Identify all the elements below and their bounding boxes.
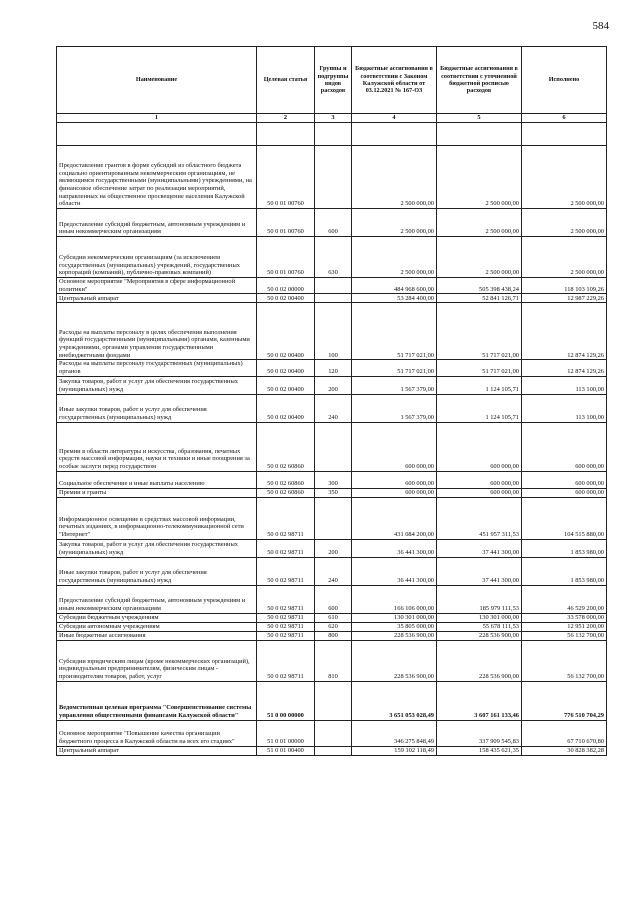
row-name: Иные закупки товаров, работ и услуг для обеспечения государственных (муниципальных) нужд xyxy=(57,557,257,585)
row-name: Предоставление субсидий бюджетным, автономным учреждениям и иным некоммерческим организациям xyxy=(57,209,257,237)
row-target-code: 50 0 02 00000 xyxy=(257,278,315,294)
row-executed-amount: 2 500 000,00 xyxy=(522,209,607,237)
table-row xyxy=(57,497,607,539)
row-name: Закупка товаров, работ и услуг для обеспечения государственных (муниципальных) нужд xyxy=(57,376,257,394)
table-row xyxy=(57,622,607,631)
header-name: Наименование xyxy=(57,47,257,114)
row-executed-amount: 113 100,00 xyxy=(522,394,607,422)
row-expense-group: 630 xyxy=(315,237,352,278)
table-row xyxy=(57,746,607,755)
row-law-amount: 1 567 379,00 xyxy=(352,394,437,422)
header-group: Группы и подгруппы видов расходов xyxy=(315,47,352,114)
row-target-code: 51 0 01 00000 xyxy=(257,720,315,746)
table-row xyxy=(57,613,607,622)
row-executed-amount: 46 529 200,00 xyxy=(522,585,607,613)
row-expense-group: 240 xyxy=(315,394,352,422)
row-expense-group xyxy=(315,146,352,209)
table-row xyxy=(57,631,607,640)
row-law-amount: 159 102 118,49 xyxy=(352,746,437,755)
row-executed-amount: 56 132 700,00 xyxy=(522,631,607,640)
row-expense-group xyxy=(315,746,352,755)
row-expense-group: 350 xyxy=(315,488,352,497)
page-number: 584 xyxy=(592,20,609,32)
row-name: Ведомственная целевая программа "Совершенствование системы управления общественными финансами Калужской области" xyxy=(57,681,257,720)
row-target-code: 51 0 01 00400 xyxy=(257,746,315,755)
row-executed-amount: 1 853 980,00 xyxy=(522,539,607,557)
row-expense-group: 200 xyxy=(315,539,352,557)
row-name: Предоставление грантов в форме субсидий из областного бюджета социально ориентированным некоммерческим организациям, не являющимся государственными (муниципальными) учреждениями, на финансовое обеспечение затрат по реализации мероприятий, направленных на общественное просвещение населения Калужской области xyxy=(57,146,257,209)
row-name: Основное мероприятие "Мероприятия в сфере информационной политики" xyxy=(57,278,257,294)
column-number: 3 xyxy=(315,114,352,123)
row-expense-group: 600 xyxy=(315,209,352,237)
row-target-code: 50 0 02 00400 xyxy=(257,303,315,360)
row-law-amount: 346 275 848,49 xyxy=(352,720,437,746)
row-name: Субсидии автономным учреждениям xyxy=(57,622,257,631)
row-law-amount: 600 000,00 xyxy=(352,422,437,471)
table-row xyxy=(57,640,607,681)
row-law-amount: 35 805 000,00 xyxy=(352,622,437,631)
header-target: Целевая статья xyxy=(257,47,315,114)
row-expense-group xyxy=(315,497,352,539)
row-expense-group: 600 xyxy=(315,585,352,613)
row-expense-group: 800 xyxy=(315,631,352,640)
row-law-amount: 431 084 200,00 xyxy=(352,497,437,539)
row-expense-group xyxy=(315,294,352,303)
row-executed-amount: 113 100,00 xyxy=(522,376,607,394)
table-row xyxy=(57,209,607,237)
row-target-code: 50 0 02 00400 xyxy=(257,376,315,394)
column-number: 5 xyxy=(437,114,522,123)
row-name: Закупка товаров, работ и услуг для обеспечения государственных (муниципальных) нужд xyxy=(57,539,257,557)
row-target-code: 50 0 02 98711 xyxy=(257,613,315,622)
header-refined: Бюджетные ассигнования в соответствии с уточненной бюджетной росписью расходов xyxy=(437,47,522,114)
row-target-code: 50 0 01 00760 xyxy=(257,209,315,237)
table-row xyxy=(57,394,607,422)
row-refined-amount: 37 441 300,00 xyxy=(437,539,522,557)
row-executed-amount: 67 710 670,80 xyxy=(522,720,607,746)
row-law-amount: 166 106 000,00 xyxy=(352,585,437,613)
table-row xyxy=(57,376,607,394)
row-law-amount: 36 441 300,00 xyxy=(352,557,437,585)
table-row xyxy=(57,720,607,746)
row-executed-amount: 2 500 000,00 xyxy=(522,146,607,209)
row-law-amount: 1 567 379,00 xyxy=(352,376,437,394)
column-number: 4 xyxy=(352,114,437,123)
column-number: 1 xyxy=(57,114,257,123)
header-law: Бюджетные ассигнования в соответствии с Законом Калужской области от 03.12.2021 № 167-ОЗ xyxy=(352,47,437,114)
row-expense-group: 120 xyxy=(315,360,352,376)
table-row xyxy=(57,146,607,209)
row-name: Центральный аппарат xyxy=(57,746,257,755)
row-law-amount: 2 500 000,00 xyxy=(352,209,437,237)
row-executed-amount: 600 000,00 xyxy=(522,422,607,471)
row-law-amount: 130 301 000,00 xyxy=(352,613,437,622)
row-refined-amount: 55 678 111,53 xyxy=(437,622,522,631)
row-executed-amount: 33 578 000,00 xyxy=(522,613,607,622)
header-executed: Исполнено xyxy=(522,47,607,114)
row-law-amount: 3 651 053 028,49 xyxy=(352,681,437,720)
row-expense-group: 810 xyxy=(315,640,352,681)
row-refined-amount: 505 398 438,24 xyxy=(437,278,522,294)
row-refined-amount: 158 435 621,35 xyxy=(437,746,522,755)
row-refined-amount: 337 909 545,83 xyxy=(437,720,522,746)
row-name: Предоставление субсидий бюджетным, автономным учреждениям и иным некоммерческим организациям xyxy=(57,585,257,613)
table-row xyxy=(57,278,607,294)
row-expense-group xyxy=(315,422,352,471)
row-law-amount: 600 000,00 xyxy=(352,471,437,488)
row-target-code: 50 0 02 60860 xyxy=(257,488,315,497)
row-target-code: 50 0 02 98711 xyxy=(257,631,315,640)
row-expense-group: 100 xyxy=(315,303,352,360)
row-law-amount: 51 717 021,00 xyxy=(352,360,437,376)
row-refined-amount: 600 000,00 xyxy=(437,488,522,497)
table-row xyxy=(57,539,607,557)
table-row xyxy=(57,471,607,488)
row-refined-amount: 600 000,00 xyxy=(437,422,522,471)
row-target-code: 50 0 02 00400 xyxy=(257,294,315,303)
row-law-amount: 2 500 000,00 xyxy=(352,237,437,278)
row-law-amount: 2 500 000,00 xyxy=(352,146,437,209)
row-refined-amount: 1 124 105,71 xyxy=(437,394,522,422)
row-executed-amount: 12 874 129,26 xyxy=(522,360,607,376)
row-name: Иные бюджетные ассигнования xyxy=(57,631,257,640)
row-name: Социальное обеспечение и иные выплаты населению xyxy=(57,471,257,488)
row-target-code: 50 0 01 00760 xyxy=(257,146,315,209)
table-row xyxy=(57,488,607,497)
row-expense-group: 240 xyxy=(315,557,352,585)
row-executed-amount: 600 000,00 xyxy=(522,471,607,488)
row-refined-amount: 2 500 000,00 xyxy=(437,237,522,278)
table-row xyxy=(57,294,607,303)
table-row xyxy=(57,422,607,471)
row-law-amount: 228 536 900,00 xyxy=(352,640,437,681)
row-name: Основное мероприятие "Повышение качества организации бюджетного процесса в Калужской области на всех его стадиях" xyxy=(57,720,257,746)
row-law-amount: 228 536 900,00 xyxy=(352,631,437,640)
row-name: Премии в области литературы и искусства, образования, печатных средств массовой информации, науки и техники и иные поощрения за особые заслуги перед государством xyxy=(57,422,257,471)
row-refined-amount: 52 841 126,71 xyxy=(437,294,522,303)
column-number: 2 xyxy=(257,114,315,123)
table-row xyxy=(57,585,607,613)
row-executed-amount: 56 132 700,00 xyxy=(522,640,607,681)
row-expense-group xyxy=(315,681,352,720)
row-executed-amount: 30 828 382,28 xyxy=(522,746,607,755)
row-expense-group: 620 xyxy=(315,622,352,631)
row-name: Субсидии бюджетным учреждениям xyxy=(57,613,257,622)
row-refined-amount: 185 979 111,53 xyxy=(437,585,522,613)
row-target-code: 50 0 02 60860 xyxy=(257,422,315,471)
table-row xyxy=(57,557,607,585)
column-number: 6 xyxy=(522,114,607,123)
row-executed-amount: 12 874 129,26 xyxy=(522,303,607,360)
row-expense-group: 200 xyxy=(315,376,352,394)
row-executed-amount: 118 103 109,26 xyxy=(522,278,607,294)
row-expense-group xyxy=(315,278,352,294)
table-row xyxy=(57,681,607,720)
row-target-code: 50 0 01 00760 xyxy=(257,237,315,278)
row-target-code: 50 0 02 98711 xyxy=(257,497,315,539)
row-target-code: 50 0 02 00400 xyxy=(257,360,315,376)
table-row xyxy=(57,360,607,376)
row-name: Центральный аппарат xyxy=(57,294,257,303)
row-refined-amount: 451 957 311,53 xyxy=(437,497,522,539)
row-target-code: 50 0 02 98711 xyxy=(257,585,315,613)
row-law-amount: 53 284 400,00 xyxy=(352,294,437,303)
row-expense-group: 300 xyxy=(315,471,352,488)
row-executed-amount: 2 500 000,00 xyxy=(522,237,607,278)
row-executed-amount: 12 987 229,26 xyxy=(522,294,607,303)
row-refined-amount: 51 717 021,00 xyxy=(437,360,522,376)
row-target-code: 50 0 02 00400 xyxy=(257,394,315,422)
row-target-code: 50 0 02 98711 xyxy=(257,640,315,681)
row-name: Расходы на выплаты персоналу государственных (муниципальных) органов xyxy=(57,360,257,376)
row-law-amount: 600 000,00 xyxy=(352,488,437,497)
row-refined-amount: 37 441 300,00 xyxy=(437,557,522,585)
row-law-amount: 51 717 021,00 xyxy=(352,303,437,360)
row-expense-group: 610 xyxy=(315,613,352,622)
row-refined-amount: 228 536 900,00 xyxy=(437,640,522,681)
row-executed-amount: 104 515 880,00 xyxy=(522,497,607,539)
row-name: Премии и гранты xyxy=(57,488,257,497)
row-target-code: 50 0 02 60860 xyxy=(257,471,315,488)
table-row xyxy=(57,303,607,360)
row-executed-amount: 776 510 704,29 xyxy=(522,681,607,720)
row-refined-amount: 2 500 000,00 xyxy=(437,146,522,209)
row-name: Расходы на выплаты персоналу в целях обеспечения выполнения функций государственными (муниципальными) органами, казенными учреждениями, органами управления государственными внебюджетными фондами xyxy=(57,303,257,360)
row-name: Информационное освещение в средствах массовой информации, печатных изданиях, в информационно-телекоммуникационной сети "Интернет" xyxy=(57,497,257,539)
row-executed-amount: 600 000,00 xyxy=(522,488,607,497)
table-row xyxy=(57,237,607,278)
row-refined-amount: 2 500 000,00 xyxy=(437,209,522,237)
row-refined-amount: 1 124 105,71 xyxy=(437,376,522,394)
row-refined-amount: 600 000,00 xyxy=(437,471,522,488)
row-target-code: 50 0 02 98711 xyxy=(257,557,315,585)
row-executed-amount: 12 951 200,00 xyxy=(522,622,607,631)
spacer-row xyxy=(57,123,607,146)
row-target-code: 50 0 02 98711 xyxy=(257,539,315,557)
row-refined-amount: 130 301 000,00 xyxy=(437,613,522,622)
row-refined-amount: 228 536 900,00 xyxy=(437,631,522,640)
row-target-code: 50 0 02 98711 xyxy=(257,622,315,631)
row-name: Иные закупки товаров, работ и услуг для обеспечения государственных (муниципальных) нужд xyxy=(57,394,257,422)
row-expense-group xyxy=(315,720,352,746)
row-name: Субсидии некоммерческим организациям (за исключением государственных (муниципальных) учреждений, государственных корпораций (компаний), публично-правовых компаний) xyxy=(57,237,257,278)
row-executed-amount: 1 853 980,00 xyxy=(522,557,607,585)
row-refined-amount: 3 607 161 133,46 xyxy=(437,681,522,720)
budget-table xyxy=(56,46,607,756)
row-target-code: 51 0 00 00000 xyxy=(257,681,315,720)
row-name: Субсидии юридическим лицам (кроме некоммерческих организаций), индивидуальным предпринимателям, физическим лицам - производителям товаров, работ, услуг xyxy=(57,640,257,681)
row-law-amount: 484 968 600,00 xyxy=(352,278,437,294)
row-law-amount: 36 441 300,00 xyxy=(352,539,437,557)
row-refined-amount: 51 717 021,00 xyxy=(437,303,522,360)
